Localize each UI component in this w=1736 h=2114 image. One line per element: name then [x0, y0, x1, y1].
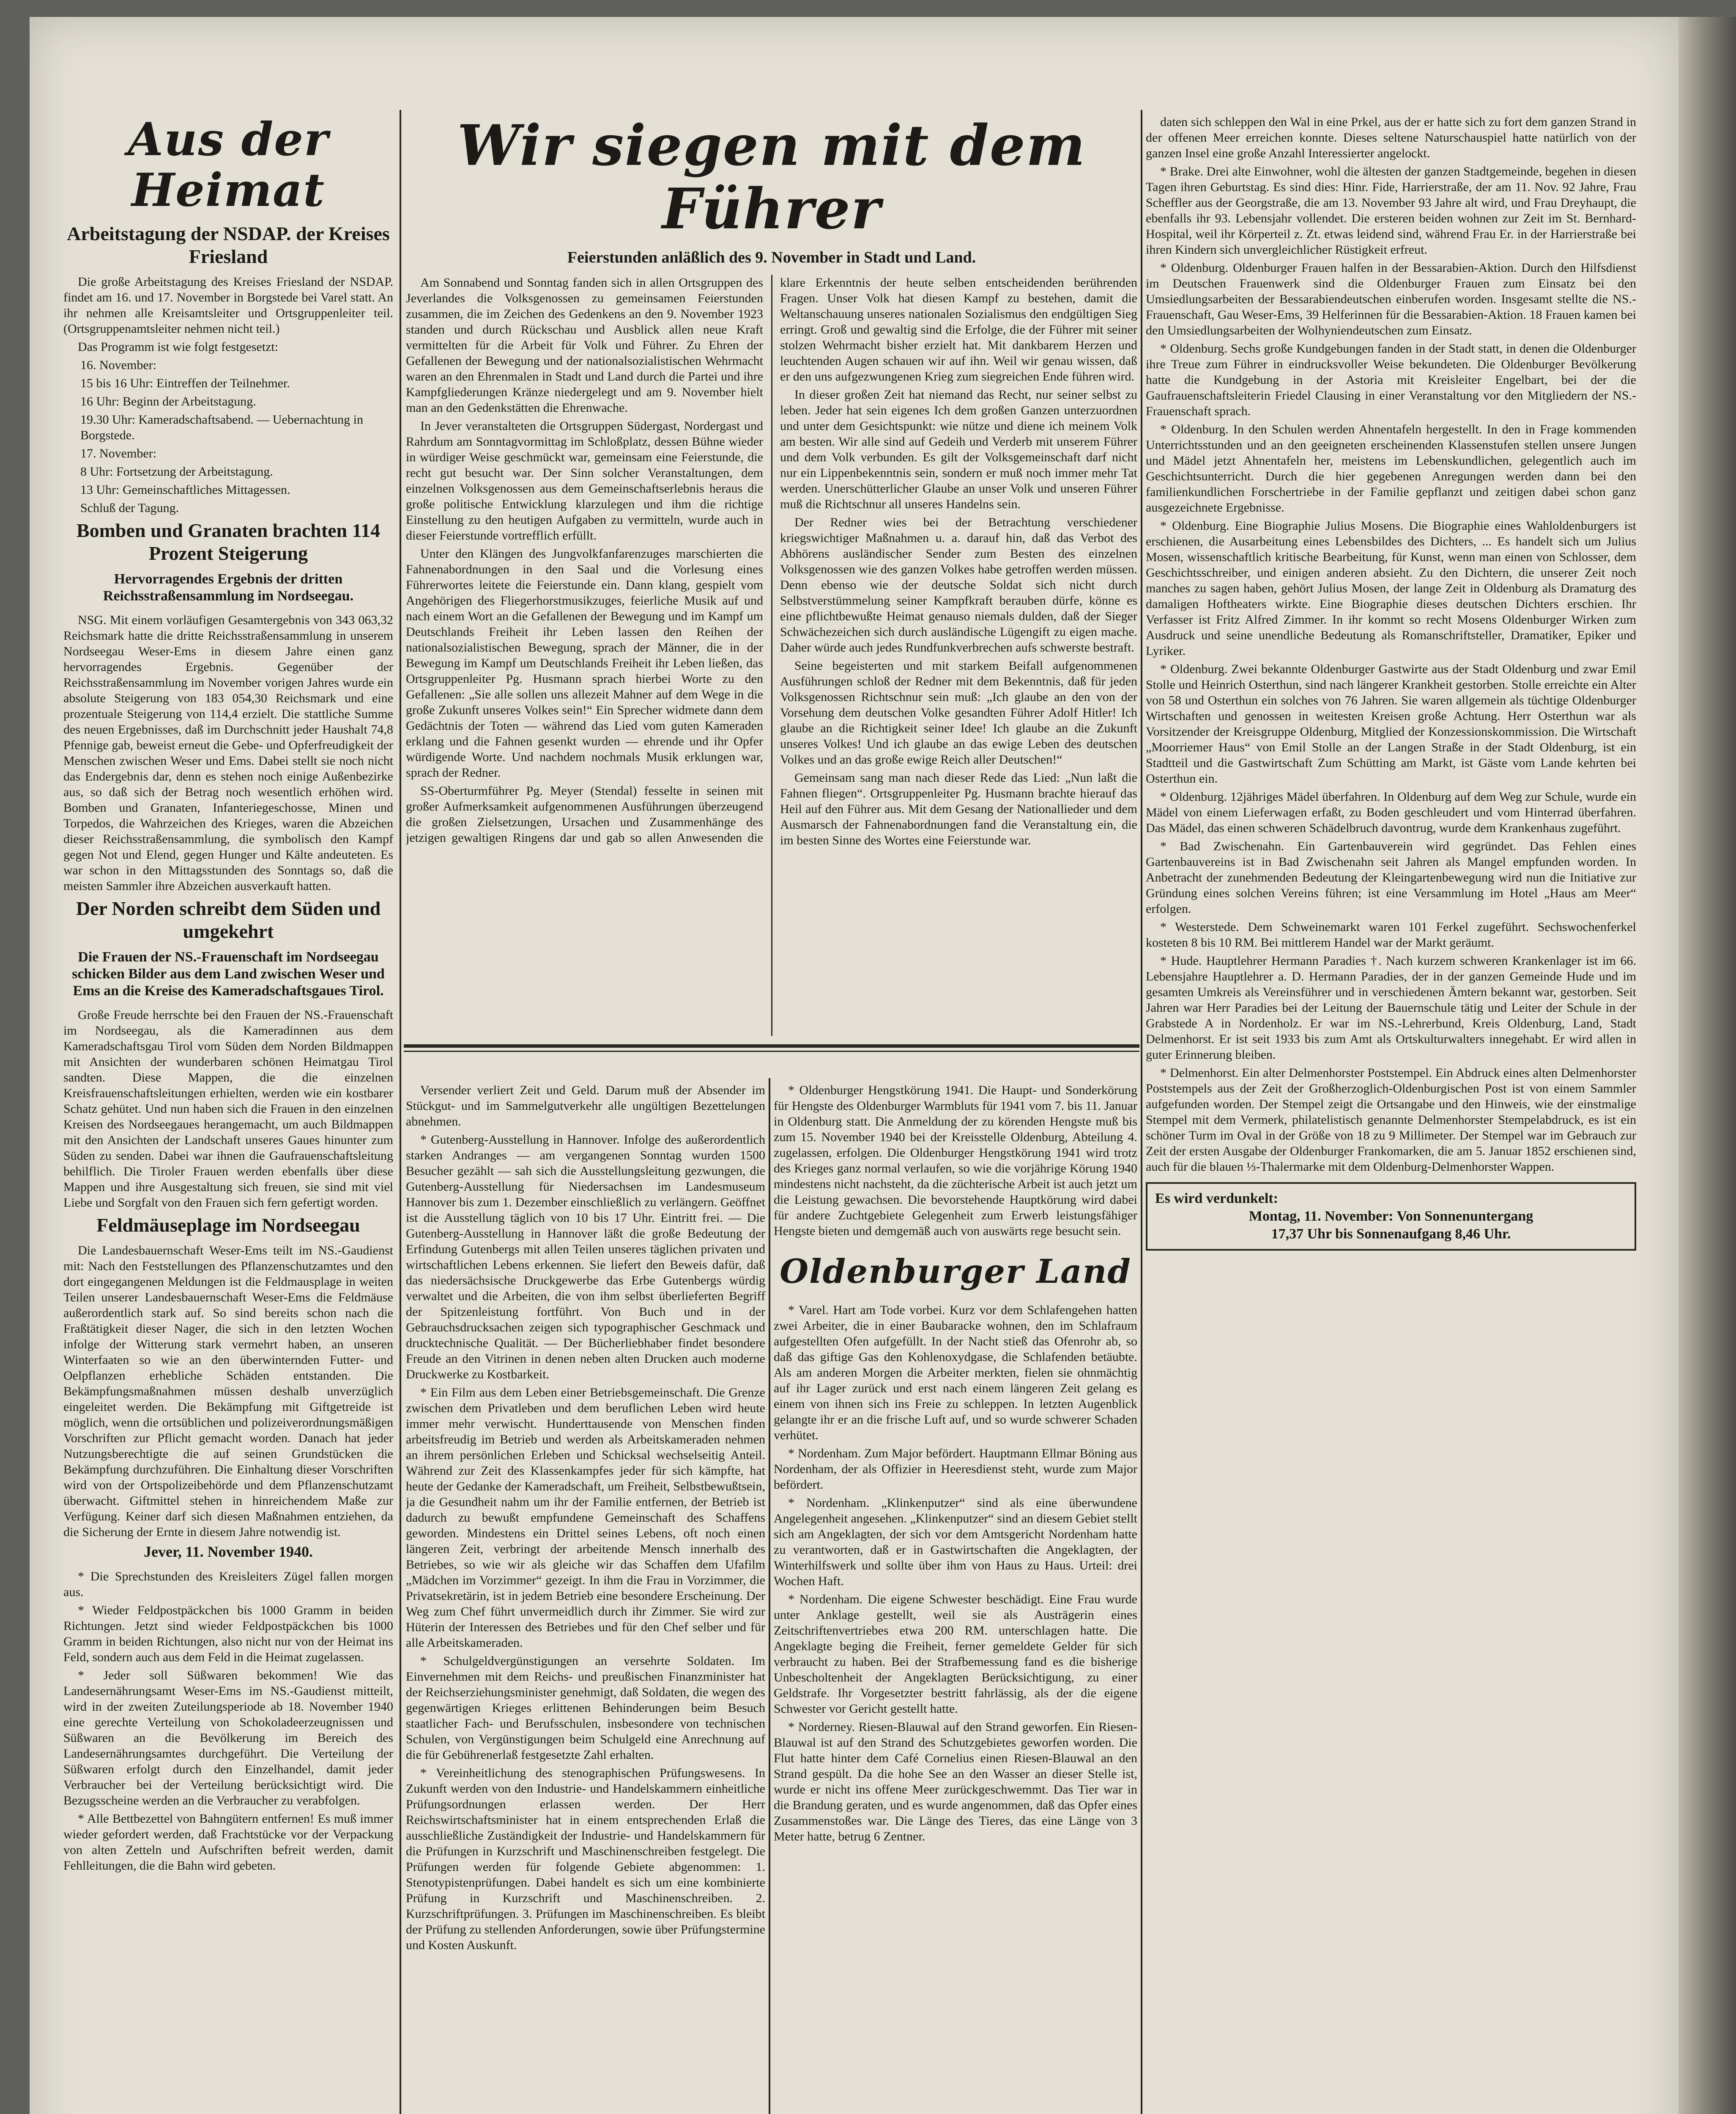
program-line: 8 Uhr: Fortsetzung der Arbeitstagung.: [80, 465, 273, 479]
article-text: Die große Arbeitstagung des Kreises Friesland der NSDAP. findet am 16. und 17. November in Borgstede bei Varel statt. An ihr nehmen alle Kreisamtsleiter und Ortsgruppenleiter teil. (Ortsgruppenamtsleiter nehmen nicht teil.): [63, 275, 393, 336]
article-text: * Westerstede. Dem Schweinemarkt waren 101 Ferkel zugeführt. Sechswochenferkel kosteten 8 bis 10 RM. Bei mittlerem Handel war der Markt geräumt.: [1146, 920, 1636, 950]
article-text: * Nordenham. Die eigene Schwester beschädigt. Eine Frau wurde unter Anklage gestellt, weil sie als Austrägerin eines Zeitschriftenvertriebes etwa 200 RM. unterschlagen hatte. Die Angeklagte beging die Freiheit, ferner gemeldete Gelder für sich verbraucht zu haben. Bei der Strafbemessung fand es die bisherige Unbescholtenheit der Angeklagten Berücksichtigung, zu einer Geldstrafe. Ihr Vorgesetzter bestritt fahrlässig, als der die eigene Schwester vor Gericht gestellt hatte.: [774, 1592, 1137, 1716]
article-text: * Nordenham. „Klinkenputzer“ sind als eine überwundene Angelegenheit angesehen. „Klinkenputzer“ sind an diesem Gebiet stellt sich am Angeklagten, der sich vor dem Amtsgericht Nordenham hatte zu verantworten, daß er in Gastwirtschaften die Angeklagten, der Winterhilfswerk und sollte über ihm von Haus zu Haus. Urteil: drei Wochen Haft.: [774, 1496, 1137, 1588]
program-line: 13 Uhr: Gemeinschaftliches Mittagessen.: [80, 483, 290, 497]
article-text: * Brake. Drei alte Einwohner, wohl die ältesten der ganzen Stadtgemeinde, begehen in diesen Tagen ihren Geburtstag. Es sind dies: Hinr. Fide, Harrierstraße, der am 11. Nov. 92 Jahre, Frau Scheffler aus der Georgstraße, die am 13. November 93 Jahre alt wird, und Frau Dreyhaupt, die ebenfalls ihr 93. Lebensjahr vollendet. Die ersteren beiden wohnen zur Zeit im St. Bernhard-Hospital, weil ihr Körperteil z. Zt. etwas leidend sind, während Frau Er. in der Harrierstraße bei ihren Kindern sich unvergleichlicher Rüstigkeit erfreut.: [1146, 164, 1636, 257]
column-rechts: [1146, 114, 1636, 2114]
section-title-oldenburger-land: Oldenburger Land: [780, 1252, 1131, 1291]
headline-bomben: Bomben und Granaten brachten 114 Prozent Steigerung: [76, 520, 381, 564]
verdunkelung-box: [1146, 1182, 1636, 1251]
article-text: In dieser großen Zeit hat niemand das Recht, nur seiner selbst zu leben. Jeder hat sein eigenes Ich dem großen Ganzen unterzuordnen und unter dem Gesichtspunkt: wie nütze und diene ich meinem Volk am besten. Wir alle sind auf Gedeih und Verderb mit unserem Führer und dem Volk verbunden. Es gilt der Volksgemeinschaft darf nicht nur ein Lippenbekenntnis sein, sondern er muß noch immer mehr Tat werden. Unerschütterlicher Glaube an unser Volk und unseren Führer muß die Richtschnur all unseres Handelns sein.: [780, 388, 1137, 511]
headline-arbeitstagung: Arbeitstagung der NSDAP. der Kreises Friesland: [67, 223, 390, 267]
article-text: * Oldenburg. Oldenburger Frauen halfen in der Bessarabien-Aktion. Durch den Hilfsdienst im Deutschen Frauenwerk sind die Oldenburger Frauen zum Einsatz bei den Umsiedlungsarbeiten der Bessarabiendeutschen einberufen worden. Insgesamt stellte die NS.-Frauenschaft, Gau Weser-Ems, 39 Helferinnen für die Bessarabien-Aktion. 18 Frauen kamen bei den Umsiedlungsarbeiten der Wolhyniendeutschen zum Einsatz.: [1146, 261, 1636, 337]
column-rule: [1141, 110, 1142, 2114]
headline-feldmaeuse: Feldmäuseplage im Nordseegau: [96, 1214, 360, 1236]
article-text: NSG. Mit einem vorläufigen Gesamtergebnis von 343 063,32 Reichsmark hatte die dritte Reichsstraßensammlung in unserem Nordseegau Weser-Ems in diesem Jahre einen ganz hervorragendes Ergebnis. Gegenüber der Reichsstraßensammlung im November vorigen Jahres wurde ein absolute Steigerung von 183 054,30 Reichsmark und eine prozentuale Steigerung von 114,4 erzielt. Die stattliche Summe des neuen Ergebnisses, daß im Durchschnitt jeder Haushalt 74,8 Pfennige gab, beweist erneut die Gebe- und Opferfreudigkeit der Menschen zwischen Weser und Ems. Dabei stellt sie noch nicht das Endergebnis dar, denn es stehen noch einige Außenbezirke aus, so daß sich der Betrag noch wesentlich erhöhen wird. Bomben und Granaten, Infanteriegeschosse, Minen und Torpedos, die Wahrzeichen des Krieges, waren die Abzeichen dieser Reichsstraßensammlung, die symbolisch den Kampf gegen Not und Elend, gegen Hunger und Kälte andeuteten. Es war schon in den Mittagsstunden des Sonntags so, daß die meisten Sammler ihre Abzeichen ausverkauft hatten.: [63, 613, 393, 893]
column-rule: [400, 110, 401, 2114]
section-title-heimat: Aus der Heimat: [128, 114, 329, 217]
article-text: * Oldenburg. Zwei bekannte Oldenburger Gastwirte aus der Stadt Oldenburg und zwar Emil Stolle und Heinrich Osterthun, sind nach längerer Krankheit gestorben. Stolle erreichte ein Alter von 58 und Osterthun ein solches von 76 Jahren. Sie waren allgemein als tüchtige Oldenburger Wirtschaften und genossen in weitesten Kreisen große Achtung. Herr Osterthun war als Vorsitzender der Kreisgruppe Oldenburg, Mitglied der Konzessionskommission. Die Wirtschaft „Moorriemer Haus“ von Emil Stolle an der Langen Straße in der Stadt Oldenburg, ist ein Stadtteil und die Gastwirtschaft Zum Schütting am Markt, ist Gäste vom Lande kehrten bei Osterthun ein.: [1146, 662, 1636, 786]
deck-bomben: Hervorragendes Ergebnis der dritten Reichsstraßensammlung im Nordseegau.: [103, 571, 354, 604]
article-text: * Alle Bettbezettel von Bahngütern entfernen! Es muß immer wieder gefordert werden, daß Frachtstücke vor der Verpackung von alten Zetteln und Aufschriften befreit werden, damit Fehlleitungen, die die Bahn wird gebeten.: [63, 1812, 393, 1873]
article-text: Unter den Klängen des Jungvolkfanfarenzuges marschierten die Fahnenabordnungen in den Saal und die Vorlesung eines Führerwortes leitete die Feierstunde ein. Dann klang, gespielt vom Angehörigen des Fliegerhorstmusikzuges, feierliche Musik auf und nach einem Wort an die Gefallenen der Bewegung und im Kampf um Deutschlands Freiheit ihr Leben lassen den Reihen der nationalsozialistischen Bewegung, sprach der Männer, die in der Bewegung im Kampf um Deutschlands Freiheit ihr Leben ließen, das Ortsgruppenleiter Pg. Husmann sprach hierbei Worte zu den Gefallenen: „Sie alle sollen uns allezeit Mahner auf dem Wege in die große Zukunft unseres Volkes sein!“ Ein Sprecher widmete dann dem Gedächtnis der Toten — während das Lied vom guten Kameraden erklang und die Fahnen gesenkt wurden — ehrende und ihr Opfer würdigende Worte. Und nachdem nochmals Musik erklungen war, sprach der Redner.: [406, 547, 763, 780]
article-text: Große Freude herrschte bei den Frauen der NS.-Frauenschaft im Nordseegau, als die Kameradinnen aus dem Kameradschaftsgau Tirol vom Süden dem Norden Bildmappen mit Ansichten der wunderbaren schönen Heimatgau Tirol sandten. Diese Mappen, die die einzelnen Kreisfrauenschaftsleitungen erhielten, werden wie ein kostbarer Schatz gehütet. Und nun haben sich die Frauen in den einzelnen Kreisen des Nordseegaues herangemacht, um auch Bildmappen mit den Ansichten der Landschaft unseres Gaues hinunter zum Süden zu senden. Dabei war ihnen die Gaufrauenschaftsleitung behilflich. Die Tiroler Frauen werden ebenfalls über diese Mappen und ihre Ausgestaltung sich freuen, sie sind mit viel Liebe und Sorgfalt von den Frauen sich fern gefertigt worden.: [63, 1008, 393, 1210]
program-line: 16. November:: [80, 358, 156, 372]
main-headline: Wir siegen mit dem Führer: [457, 114, 1086, 242]
column-mitte-links: [406, 1082, 765, 2114]
column-rule: [769, 1078, 770, 2114]
verdunkelung-line: Montag, 11. November: Von Sonnenuntergang: [1249, 1208, 1533, 1224]
verdunkelung-line: 17,37 Uhr bis Sonnenaufgang 8,46 Uhr.: [1271, 1226, 1511, 1242]
headline-norden: Der Norden schreibt dem Süden und umgekehrt: [76, 898, 381, 942]
article-text: In Jever veranstalteten die Ortsgruppen Südergast, Nordergast und Rahrdum am Sonntagvormittag im Schloßplatz, dessen Bühne wieder in würdiger Weise geschmückt war, gemeinsam eine Feierstunde, die recht gut besucht war. Der Sinn solcher Veranstaltungen, dem einzelnen Volksgenossen aus dem Gemeinschaftserlebnis heraus die große politische Entwicklung klarzulegen und ihm die richtige Einstellung zu den heutigen Aufgaben zu vermitteln, wurde auch in dieser Feierstunde vortrefflich erfüllt.: [406, 419, 763, 542]
article-text: * Ein Film aus dem Leben einer Betriebsgemeinschaft. Die Grenze zwischen dem Privatleben und dem beruflichen Leben wird heute immer mehr verwischt. Hunderttausende von Menschen finden arbeitsfreudig im Betrieb und werden als Arbeitskameraden nehmen an ihrem persönlichen Erleben und Schicksal wechselseitig Anteil. Während zur Zeit des Klassenkampfes jeder für sich kämpfte, hat heute der Gedanke der Kameradschaft, um Freiheit, Selbstbewußtsein, ja die Gesundheit nahm um ihr der Familie entfernen, der Betrieb ist dadurch zu bewußt empfundene Gemeinschaft des Schaffens geworden. Mindestens ein Drittel seines Lebens, oft noch einen längeren Zeit, verbringt der arbeitende Mensch innerhalb des Betriebes, so wie wir als gleiche wir das Schaffen dem Ufafilm „Mädchen im Vorzimmer“ gezeigt. In ihm die Frau in Vorzimmer, die Privatsekretärin, ist in jedem Betrieb eine besondere Erscheinung. Der Weg zum Chef führt unvermeidlich durch ihr Zimmer. Sie wird zur Hüterin der Interessen des Betriebes und für den Chef selber und für alle Arbeitskameraden.: [406, 1386, 765, 1650]
article-text: * Oldenburg. 12jähriges Mädel überfahren. In Oldenburg auf dem Weg zur Schule, wurde ein Mädel von einem Lieferwagen erfaßt, zu Boden geschleudert und vom Hinterrad überfahren. Das Mädel, das einen schweren Schädelbruch davontrug, wurde dem Krankenhaus zugeführt.: [1146, 790, 1636, 835]
article-text: * Oldenburg. Eine Biographie Julius Mosens. Die Biographie eines Wahloldenburgers ist erschienen, die Ausarbeitung eines Lebensbildes des Dichters, ... Es handelt sich um Julius Mosen, wissenschaftlich kritische Bearbeitung, für Kunst, wenn man einen von Schlosser, dem Geschichtsschreiber, und einigen anderen absieht. Zu den Dichtern, die unserer Zeit noch manches zu sagen haben, gehört Julius Mosen, der lange Zeit in Oldenburg als Dramaturg des damaligen Hoftheaters wirkte. Eine Biographie dieses deutschen Dichters erschien. Ihr Verfasser ist Fritz Alfred Zimmer. In ihr kommt so recht Mosens Oldenburger Wirken zum Ausdruck und seine unendliche Bedeutung als Romanschriftsteller, Dramatiker, Epiker und Lyriker.: [1146, 519, 1636, 658]
article-text: * Varel. Hart am Tode vorbei. Kurz vor dem Schlafengehen hatten zwei Arbeiter, die in einer Baubaracke wohnen, den im Schlafraum aufgestellten Ofen aufgefüllt. In der Nacht stieß das Ofenrohr ab, so daß das giftige Gas den Kohlenoxydgase, die Schlafenden betäubte. Als am anderen Morgen die Arbeiter merkten, fielen sie ohnmächtig auf ihr Lager zurück und erst nach einem längeren Zeit gelang es einem von ihnen sich ins Freie zu schleppen. In letzten Augenblick gelangte ihr er an die frische Luft auf, und so wurde schwerer Schaden verhütet.: [774, 1303, 1137, 1442]
program-line: 15 bis 16 Uhr: Eintreffen der Teilnehmer.: [80, 376, 290, 390]
article-text: * Delmenhorst. Ein alter Delmenhorster Poststempel. Ein Abdruck eines alten Delmenhorster Poststempels aus der Zeit der Großherzoglich-Oldenburgischen Post ist von einem Sammler aufgefunden worden. Der Stempel zeigt die Ortsangabe und den Hinweis, wie der einstmalige Stempel mit dem Vermerk, philatelistisch genannte Delmenhorster Stempelabdruck, es ist ein schöner Turm im Oval in der Größe von 18 zu 9 Millimeter. Der Stempel war im Gebrauch zur Zeit der ersten Ausgabe der Oldenburger Frankomarken, die am 5. Januar 1852 erschienen sind, auch für die blauen ⅓-Thalermarke mit dem Oldenburg-Delmenhorster Wappen.: [1146, 1066, 1636, 1174]
article-text: * Oldenburger Hengstkörung 1941. Die Haupt- und Sonderkörung für Hengste des Oldenburger Warmbluts für 1941 vom 7. bis 11. Januar in Oldenburg statt. Die Anmeldung der zu körenden Hengste muß bis zum 15. November 1940 bei der Kreisstelle Oldenburg, Abteilung 4. zugelassen, erfolgen. Die Oldenburger Hengstkörung 1941 wird trotz des Krieges ganz normal verlaufen, so wie die vorjährige Körung 1940 mindestens nicht nachsteht, da die züchterische Arbeit ist auch jetzt um die Leistung gewachsen. Die bevorstehende Hauptkörung wird dabei für andere Zuchtgebiete Gelegenheit zum Erwerb leistungsfähiger Hengste bieten und demgemäß auch von auswärts rege besucht sein.: [774, 1083, 1137, 1238]
page-edge: [1678, 17, 1736, 2114]
article-text: Am Sonnabend und Sonntag fanden sich in allen Ortsgruppen des Jeverlandes die Volksgenossen zu gemeinsamen Feierstunden zusammen, die im Zeichen des Gedenkens an den 9. November 1923 standen und durch Rückschau und Ausblick allen neue Kraft vermittelten für die Arbeit für Volk und Führer. Zu Ehren der Gefallenen der Bewegung und der nationalsozialistischen Wehrmacht waren an den Ehrenmalen in Stadt und Land durch die Partei und ihre Kampfgliederungen Kränze niedergelegt und am 9. November hielt man an den Gedenkstätten die Ehrenwache.: [406, 276, 763, 415]
article-columns: [406, 275, 1137, 1036]
article-text: daten sich schleppen den Wal in eine Prkel, aus der er hatte sich zu fort dem ganzen Strand in der offenen Meer erreichen konnte. Dieses seltene Naturschauspiel hatte natürlich von der ganzen Insel eine große Anzahl Interessierter angelockt.: [1146, 115, 1636, 160]
dateline-jever: Jever, 11. November 1940.: [144, 1543, 313, 1560]
article-text: * Nordenham. Zum Major befördert. Hauptmann Ellmar Böning aus Nordenham, der als Offizier in Heeresdienst steht, wurde zum Major befördert.: [774, 1446, 1137, 1492]
column-mitte-rechts: [774, 1082, 1137, 2114]
article-text: Gemeinsam sang man nach dieser Rede das Lied: „Nun laßt die Fahnen fliegen“. Ortsgruppenleiter Pg. Husmann brachte hierauf das Heil auf den Führer aus. Mit dem Gesang der Nationallieder und dem Ausmarsch der Fahnenabordnungen fand die Veranstaltung ein, die im besten Sinne des Wortes eine Feierstunde war.: [780, 771, 1137, 847]
program-line: 19.30 Uhr: Kameradschaftsabend. — Uebernachtung in Borgstede.: [80, 413, 363, 442]
main-deck: Feierstunden anläßlich des 9. November in Stadt und Land.: [567, 249, 976, 266]
article-text: * Vereinheitlichung des stenographischen Prüfungswesens. In Zukunft werden von den Industrie- und Handelskammern einheitliche Prüfungsordnungen erlassen werden. Der Herr Reichswirtschaftsminister hat in einem entsprechenden Erlaß die ausschließliche Zuständigkeit der Industrie- und Handelskammern für die Prüfungen in Kurzschrift und Maschinenschreiben festgelegt. Die Prüfungen werden für folgende Gebiete abgenommen: 1. Stenotypistenprüfungen. Dabei handelt es sich um eine kombinierte Prüfung in Kurzschrift und Maschinenschreiben. 2. Kurzschriftprüfungen. 3. Prüfungen im Maschinenschreiben. Es bleibt der Prüfung zu stellenden Anforderungen, sowie über Prüfungstermine und Kosten Auskunft.: [406, 1766, 765, 1952]
article-text: * Die Sprechstunden des Kreisleiters Zügel fallen morgen aus.: [63, 1569, 393, 1599]
program-line: 16 Uhr: Beginn der Arbeitstagung.: [80, 394, 256, 408]
article-text: * Jeder soll Süßwaren bekommen! Wie das Landesernährungsamt Weser-Ems im NS.-Gaudienst mitteilt, wird in der zweiten Zuteilungsperiode ab 18. November 1940 eine gerechte Verteilung von Schokoladeerzeugnissen und Süßwaren an die Bevölkerung im Bereich des Landesernährungsamtes durchgeführt. Die Verteilung der Süßwaren erfolgt durch den Einzelhandel, damit jeder Verbraucher bei der Verteilung berücksichtigt wird. Die Bezugsscheine werden an die Verbraucher zu verabfolgen.: [63, 1668, 393, 1807]
article-text: SS-Oberturmführer Pg. Meyer (Stendal) fesselte in seinen mit großer Aufmerksamkeit aufgenommenen Ausführungen überzeugend die großen Zielsetzungen, Ursachen und Zusammenhänge des jetzigen gewaltigen Ringens dar und gab so allen Anwesenden die klare Erkenntnis der heute selben entscheidenden berührenden Fragen. Unser Volk hat diesen Kampf zu bestehen, damit die Weltanschauung unseres nationalen Sozialismus den endgültigen Sieg erringt. Groß und gewaltig sind die Erfolge, die der Führer mit seiner stolzen Wehrmacht bisher erzielt hat. Mit dankbarem Herzen und leuchtenden Augen schauen wir auf ihn. Weil wir genau wissen, daß er den uns aufgezwungenen Krieg zum siegreichen Ende führen wird.: [406, 276, 1137, 845]
article-text: Die Landesbauernschaft Weser-Ems teilt im NS.-Gaudienst mit: Nach den Feststellungen des Pflanzenschutzamtes und den dort eingegangenen Meldungen ist die Feldmausplage in weiten Teilen unserer Landesbauernschaft Weser-Ems die Feldmäuse außerordentlich stark auf. So sind bereits schon nach die Fraßtätigkeit dieser Nager, die sich in den letzten Wochen infolge der Witterung stark vermehrt haben, an unseren Winterfaaten so wie an den überwinternden Futter- und Oelpflanzen erhebliche Schäden entstanden. Die Bekämpfungsmaßnahmen müssen deshalb unverzüglich eingeleitet werden. Die Bekämpfung mit Giftgetreide ist möglich, wenn die ortsüblichen und polizeiverordnungsmäßigen Vorschriften zur Pflicht gemacht worden. Danach hat jeder Nutzungsberechtigte die auf seinen Grundstücken die Bekämpfung durchzuführen. Die Einhaltung dieser Vorschriften wird von der Ortspolizeibehörde und dem Pflanzenschutzamt überwacht. Giftmittel stehen in hinreichendem Maße zur Verfügung. Keiner darf sich diesen Maßnahmen entziehen, da die Sicherung der Ernte in diesem Jahre notwendig ist.: [63, 1243, 393, 1539]
column-heimat: [63, 114, 393, 2114]
article-text: Der Redner wies bei der Betrachtung verschiedener kriegswichtiger Maßnahmen u. a. darauf hin, daß das Verbot des Abhörens ausländischer Sender zum Besten des einzelnen Volksgenossen wie des ganzen Volkes habe getroffen werden müssen. Denn ebenso wie der deutsche Soldat sich nicht durch Selbstverstümmelung seiner Kampfkraft berauben dürfe, könne es eine pflichtbewußte Heimat genauso niemals dulden, daß der Sieger Schwächezeichen sich durch ausländische Lügengift zu eigen mache. Daher würde auch jedes Rundfunkverbrechen aufs schwerste bestraft.: [780, 515, 1137, 654]
article-text: Das Programm ist wie folgt festgesetzt:: [78, 340, 279, 354]
section-rule: [404, 1051, 1139, 1052]
article-text: * Norderney. Riesen-Blauwal auf den Strand geworfen. Ein Riesen-Blauwal ist auf den Strand des Schutzgebietes geworfen worden. Die Flut hatte hinter dem Café Cornelius einen Riesen-Blauwal an den Strand gespült. Da die hohe See an den Wasser an dieser Stelle ist, wurde er nicht ins offene Meer zurückgeschwemmt. Das Tier war in die Brandung geraten, und es wurde angenommen, daß das Opfer eines Zusammenstoßes war. Die Länge des Tieres, das eine Länge von 3 Meter hatte, betrug 6 Zentner.: [774, 1720, 1137, 1843]
article-text: * Hude. Hauptlehrer Hermann Paradies †. Nach kurzem schweren Krankenlager ist im 66. Lebensjahre Hauptlehrer a. D. Hermann Paradies, der in der ganzen Gemeinde Hude und im gesamten Umkreis als Vereinsführer und in verschiedenen Ämtern bekannt war, gestorben. Seit Jahren war Herr Paradies bei der Leitung der Bauernschule tätig und Leiter der Schule in der Grabstede A in Nordenholz. Er war im NS.-Lehrerbund, Kreis Oldenburg, Land, Stadt Delmenhorst. Er ist seit 1933 bis zum Amt als Ortskulturwalters innegehabt. Er wird allen in guter Erinnerung bleiben.: [1146, 954, 1636, 1062]
article-text: * Oldenburg. Sechs große Kundgebungen fanden in der Stadt statt, in denen die Oldenburger ihre Treue zum Führer in eindrucksvoller Weise bekundeten. Die Oldenburger Bevölkerung hatte die Kundgebung in der Astoria mit Kreisleiter Engelbart, bei der die Gaufrauenschaftsleiterin Friedel Clausing in einer Veranstaltung vor den Mitgliedern der NS.-Frauenschaft sprach.: [1146, 342, 1636, 418]
article-text: * Schulgeldvergünstigungen an versehrte Soldaten. Im Einvernehmen mit dem Reichs- und preußischen Finanzminister hat der Reichserziehungsminister genehmigt, daß Soldaten, die wegen des gegenwärtigen Krieges erlittenen Behinderungen beim Besuch staatlicher Fach- und Berufsschulen, insbesondere von technischen Schulen, von Vergünstigungen beim Schulgeld eine Anrechnung auf die für Gebührenerlaß festgesetzte Zahl erhalten.: [406, 1654, 765, 1762]
program-line: Schluß der Tagung.: [80, 501, 179, 515]
article-text: Versender verliert Zeit und Geld. Darum muß der Absender im Stückgut- und im Sammelgutverkehr alle ungültigen Bezettelungen abnehmen.: [406, 1083, 765, 1128]
article-fuehrer: [406, 114, 1137, 1036]
article-text: * Gutenberg-Ausstellung in Hannover. Infolge des außerordentlich starken Andranges — am vergangenen Sonntag wurden 1500 Besucher gezählt — sah sich die Ausstellungsleitung gezwungen, die Gutenberg-Ausstellung für Niedersachsen im Landesmuseum Hannover bis zum 1. Dezember einschließlich zu verlängern. Geöffnet ist die Ausstellung täglich von 10 bis 17 Uhr. Eintritt frei. — Die Gutenberg-Ausstellung in Hannover läßt die große Bedeutung der Erfindung Gutenbergs mit allen Teilen unseres täglichen privaten und wirtschaftlichen Lebens erkennen. Sie liefert den Beweis dafür, daß das niedersächsische Druckgewerbe das Erbe Gutenbergs würdig verwaltet und die Arbeiten, die von ihm selbst überlieferten Begriff der Spitzenleistung fortführt. Von Buch und in der Gebrauchsdrucksachen zeigen sich typographischer Geschmack und drucktechnische Qualität. — Der Bücherliebhaber findet besondere Freude an den Vitrinen in denen neben alten Drucken auch moderne Druckwerke zu Kostbarkeit.: [406, 1133, 765, 1381]
program-line: 17. November:: [80, 446, 156, 460]
deck-norden: Die Frauen der NS.-Frauenschaft im Nordseegau schicken Bilder aus dem Land zwischen Weser und Ems an die Kreise des Kameradschaftsgaues Tirol.: [72, 949, 385, 999]
article-text: * Oldenburg. In den Schulen werden Ahnentafeln hergestellt. In den in Frage kommenden Unterrichtsstunden und an den geeigneten erscheinenden Klassenstufen stellen unsere Jungen und Mädel jetzt Ahnentafeln her, meistens im Lebenskundlichen, gelegentlich auch im Geschichtsunterricht. Durch die hier gegebenen Anregungen werden dann bei den familienkundlichen Forschertriebe in der Familie gepflanzt und zeitigen dabei schon ganz ausgezeichnete Ergebnisse.: [1146, 422, 1636, 515]
article-text: * Wieder Feldpostpäckchen bis 1000 Gramm in beiden Richtungen. Jetzt sind wieder Feldpostpäckchen bis 1000 Gramm in beiden Richtungen, also nicht nur von der Heimat ins Feld, sondern auch aus dem Feld in die Heimat zugelassen.: [63, 1603, 393, 1664]
article-text: Seine begeisterten und mit starkem Beifall aufgenommenen Ausführungen schloß der Redner mit dem Bekenntnis, daß für jeden Volksgenossen Richtschnur sein muß: „Ich glaube an den von der Vorsehung dem deutschen Volke gesandten Führer Adolf Hitler! Ich glaube an die Richtigkeit seiner Idee! Ich glaube an die Zukunft unseres Volkes! Und ich glaube an das ewige Leben des deutschen Volkes und an das große ewige Reich aller Deutschen!“: [780, 659, 1137, 767]
section-rule: [404, 1044, 1139, 1048]
verdunkelung-title: Es wird verdunkelt:: [1155, 1191, 1278, 1206]
article-text: * Bad Zwischenahn. Ein Gartenbauverein wird gegründet. Das Fehlen eines Gartenbauvereins ist in Bad Zwischenahn seit Jahren als Mangel empfunden worden. In Anbetracht der zunehmenden Bedeutung der Kleingartenbewegung wird nun die Initiative zur Gründung eines solchen Vereins führen; ist eine Versammlung im Hotel „Haus am Meer“ erfolgen.: [1146, 839, 1636, 916]
